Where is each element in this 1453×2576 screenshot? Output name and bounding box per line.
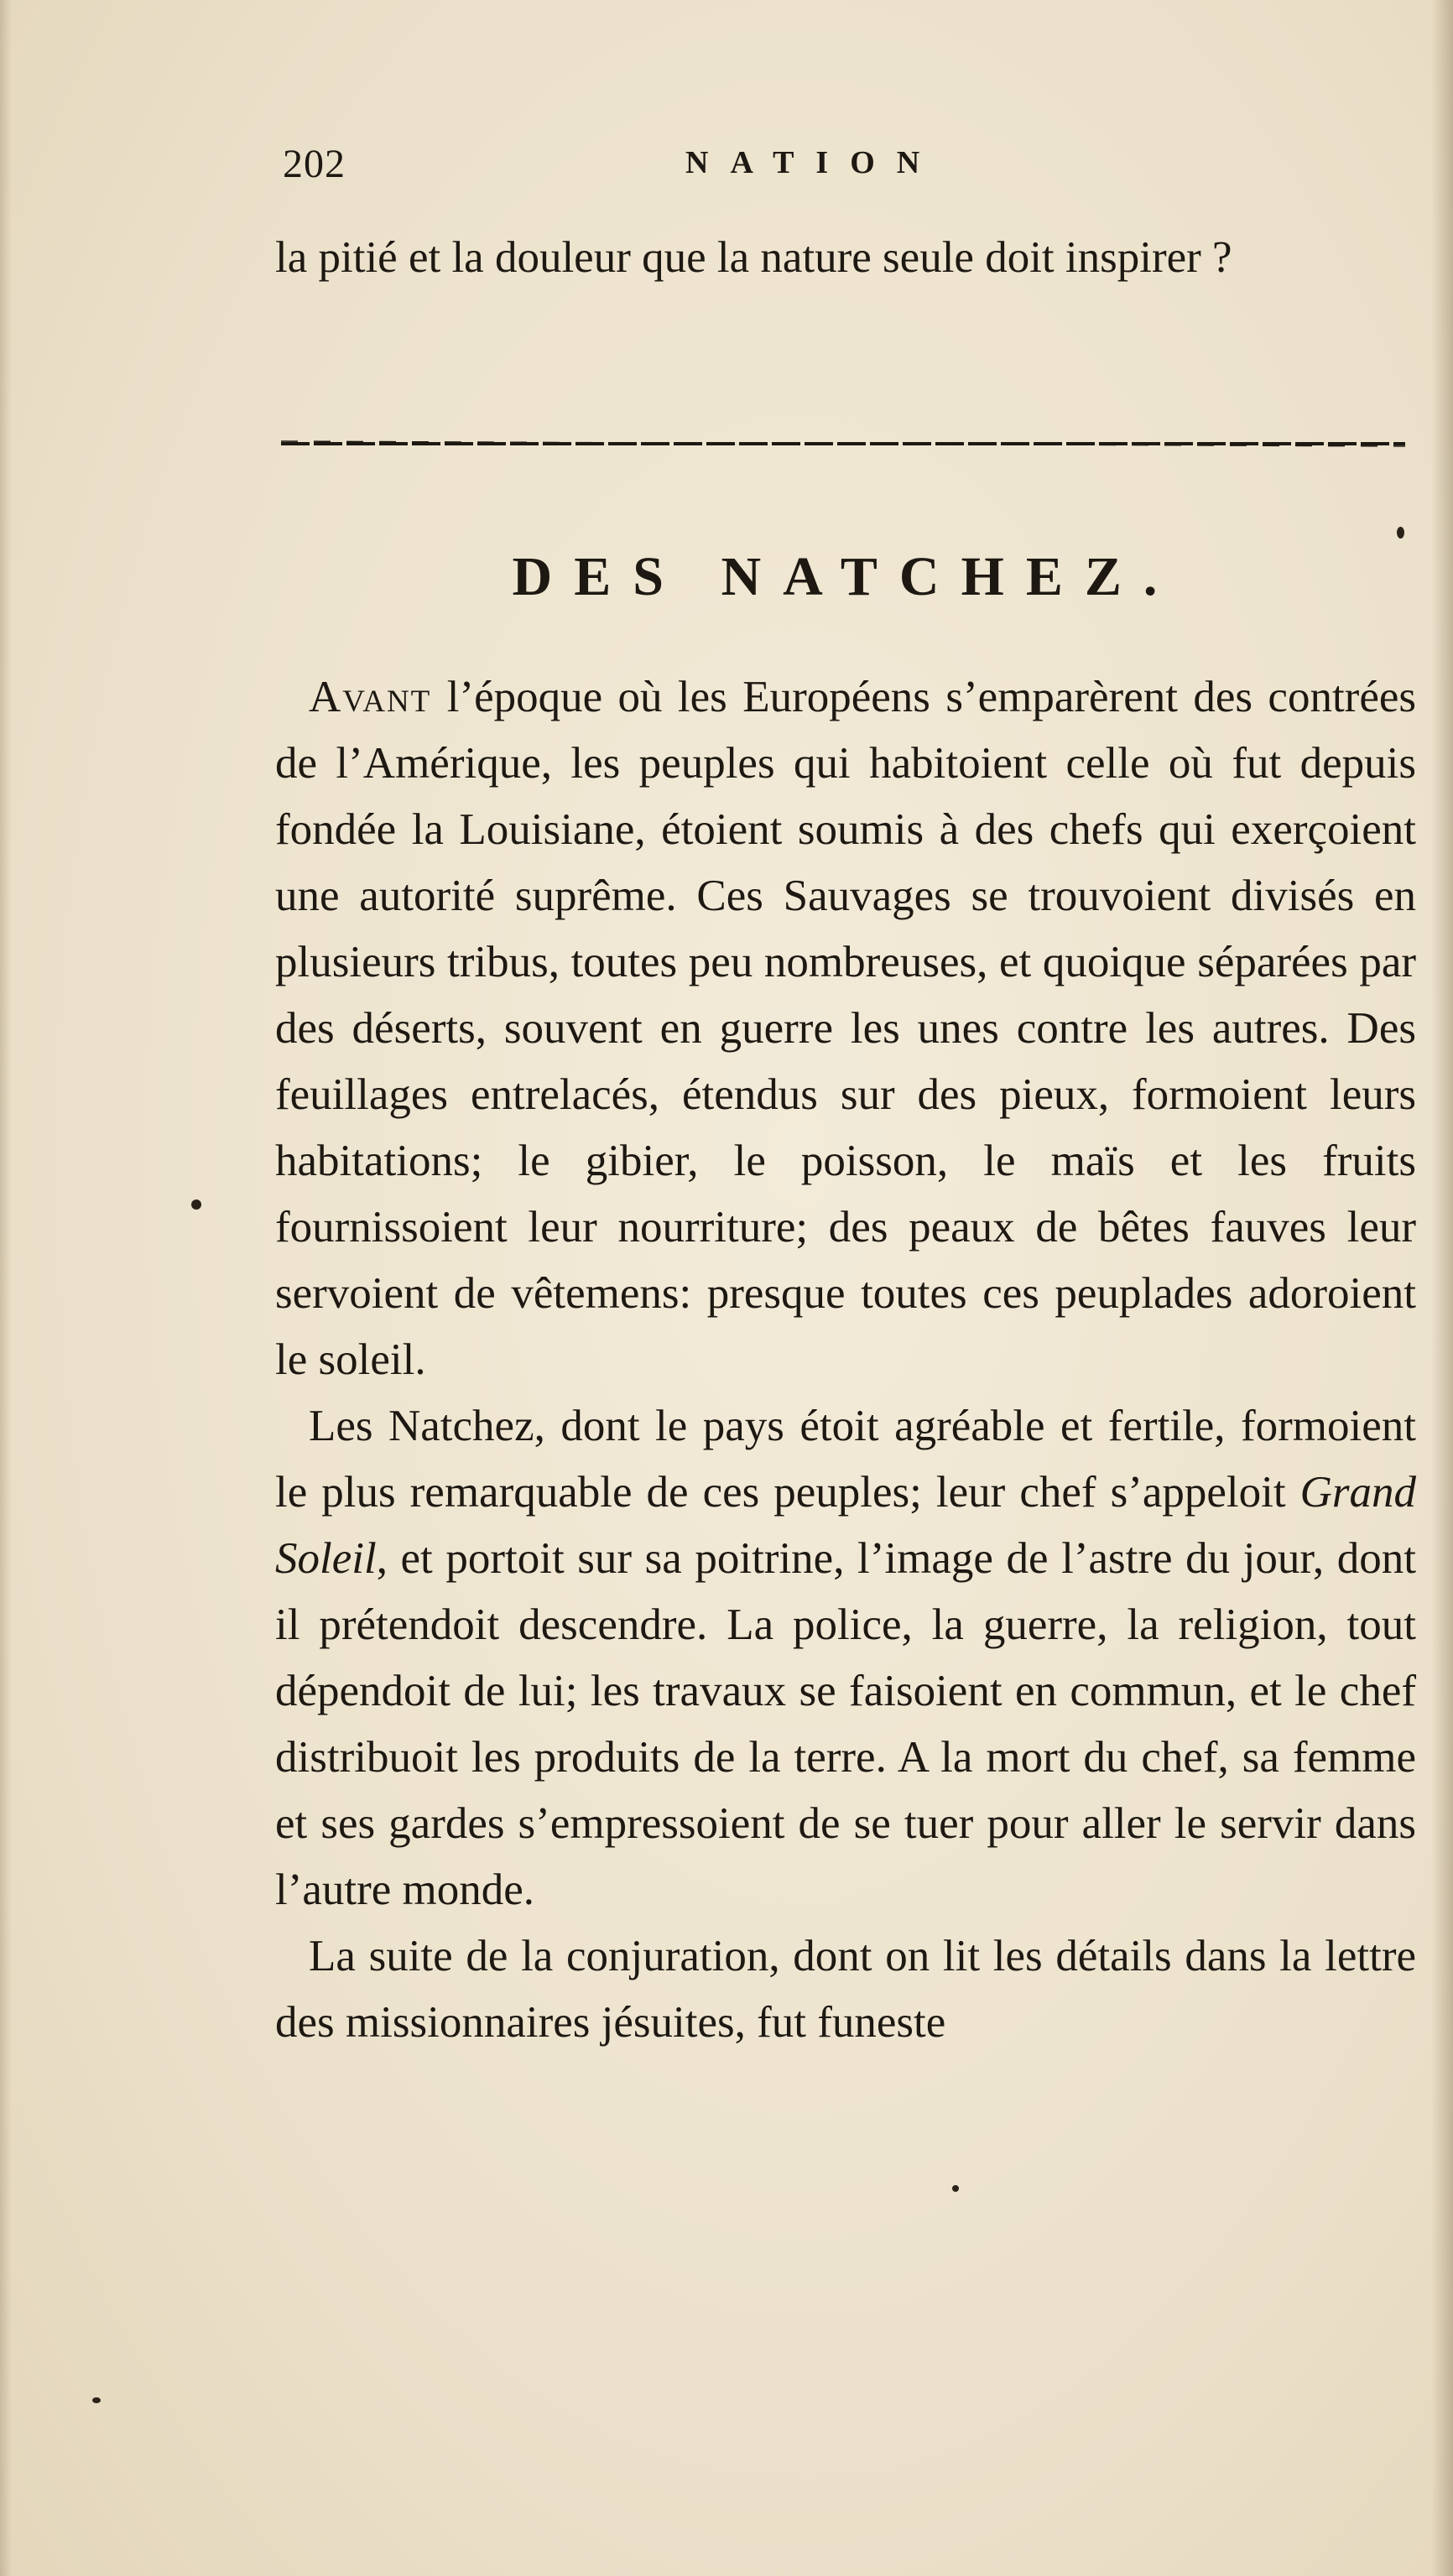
ink-speck xyxy=(191,1200,201,1210)
paragraph-3-text: La suite de la conjuration, dont on lit les détails dans la lettre des missionnaires jésuites, fut funeste xyxy=(275,1932,1416,2047)
page-shadow-right xyxy=(1431,0,1453,2576)
ornamental-rule xyxy=(281,440,1405,448)
paragraph-2-text-start: Les Natchez, dont le pays étoit agréable et fertile, formoient le plus remarquable de ces peuples; leur chef s’appeloit xyxy=(275,1402,1416,1517)
italic-term: Grand Soleil xyxy=(275,1468,1416,1583)
paragraph-2-text-end: , et portoit sur sa poitrine, l’image de l’astre du jour, dont il prétendoit descendre. La police, la guerre, la religion, tout dépendoit de lui; les travaux se faisoient en commun, et le chef distribuoit les produits de la terre. A la mort du chef, sa femme et ses gardes s’empressoient de se tuer pour aller le servir dans l’autre monde. xyxy=(275,1534,1416,1914)
ink-speck xyxy=(952,2185,959,2192)
paragraph-2 xyxy=(275,1393,1416,1923)
page-number: 202 xyxy=(283,142,346,186)
running-title: NATION xyxy=(685,145,942,180)
running-head xyxy=(283,141,1415,191)
paragraph-lead-word: Avant xyxy=(309,673,432,721)
paragraph-1-text: l’époque où les Européens s’emparèrent des contrées de l’Amérique, les peuples qui habitoient celle où fut depuis fondée la Louisiane, étoient soumis à des chefs qui exerçoient une autorité suprême. Ces Sauvages se trouvoient divisés en plusieurs tribus, toutes peu nombreuses, et quoique séparées par des déserts, souvent en guerre les unes contre les autres. Des feuillages entrelacés, étendus sur des pieux, formoient leurs habitations; le gibier, le poisson, le maïs et les fruits fournissoient leur nourriture; des peaux de bêtes fauves leur servoient de vêtemens: presque toutes ces peuplades adoroient le soleil. xyxy=(275,673,1416,1384)
ink-speck xyxy=(92,2397,101,2403)
ink-speck xyxy=(1397,527,1404,539)
section-title: DES NATCHEZ. xyxy=(512,546,1180,607)
paragraph-1 xyxy=(275,664,1416,1393)
body-text xyxy=(275,664,1416,2056)
continuation-text: la pitié et la douleur que la nature seule doit inspirer ? xyxy=(275,233,1232,282)
page-shadow-left xyxy=(0,0,12,2576)
paragraph-3 xyxy=(275,1923,1416,2056)
